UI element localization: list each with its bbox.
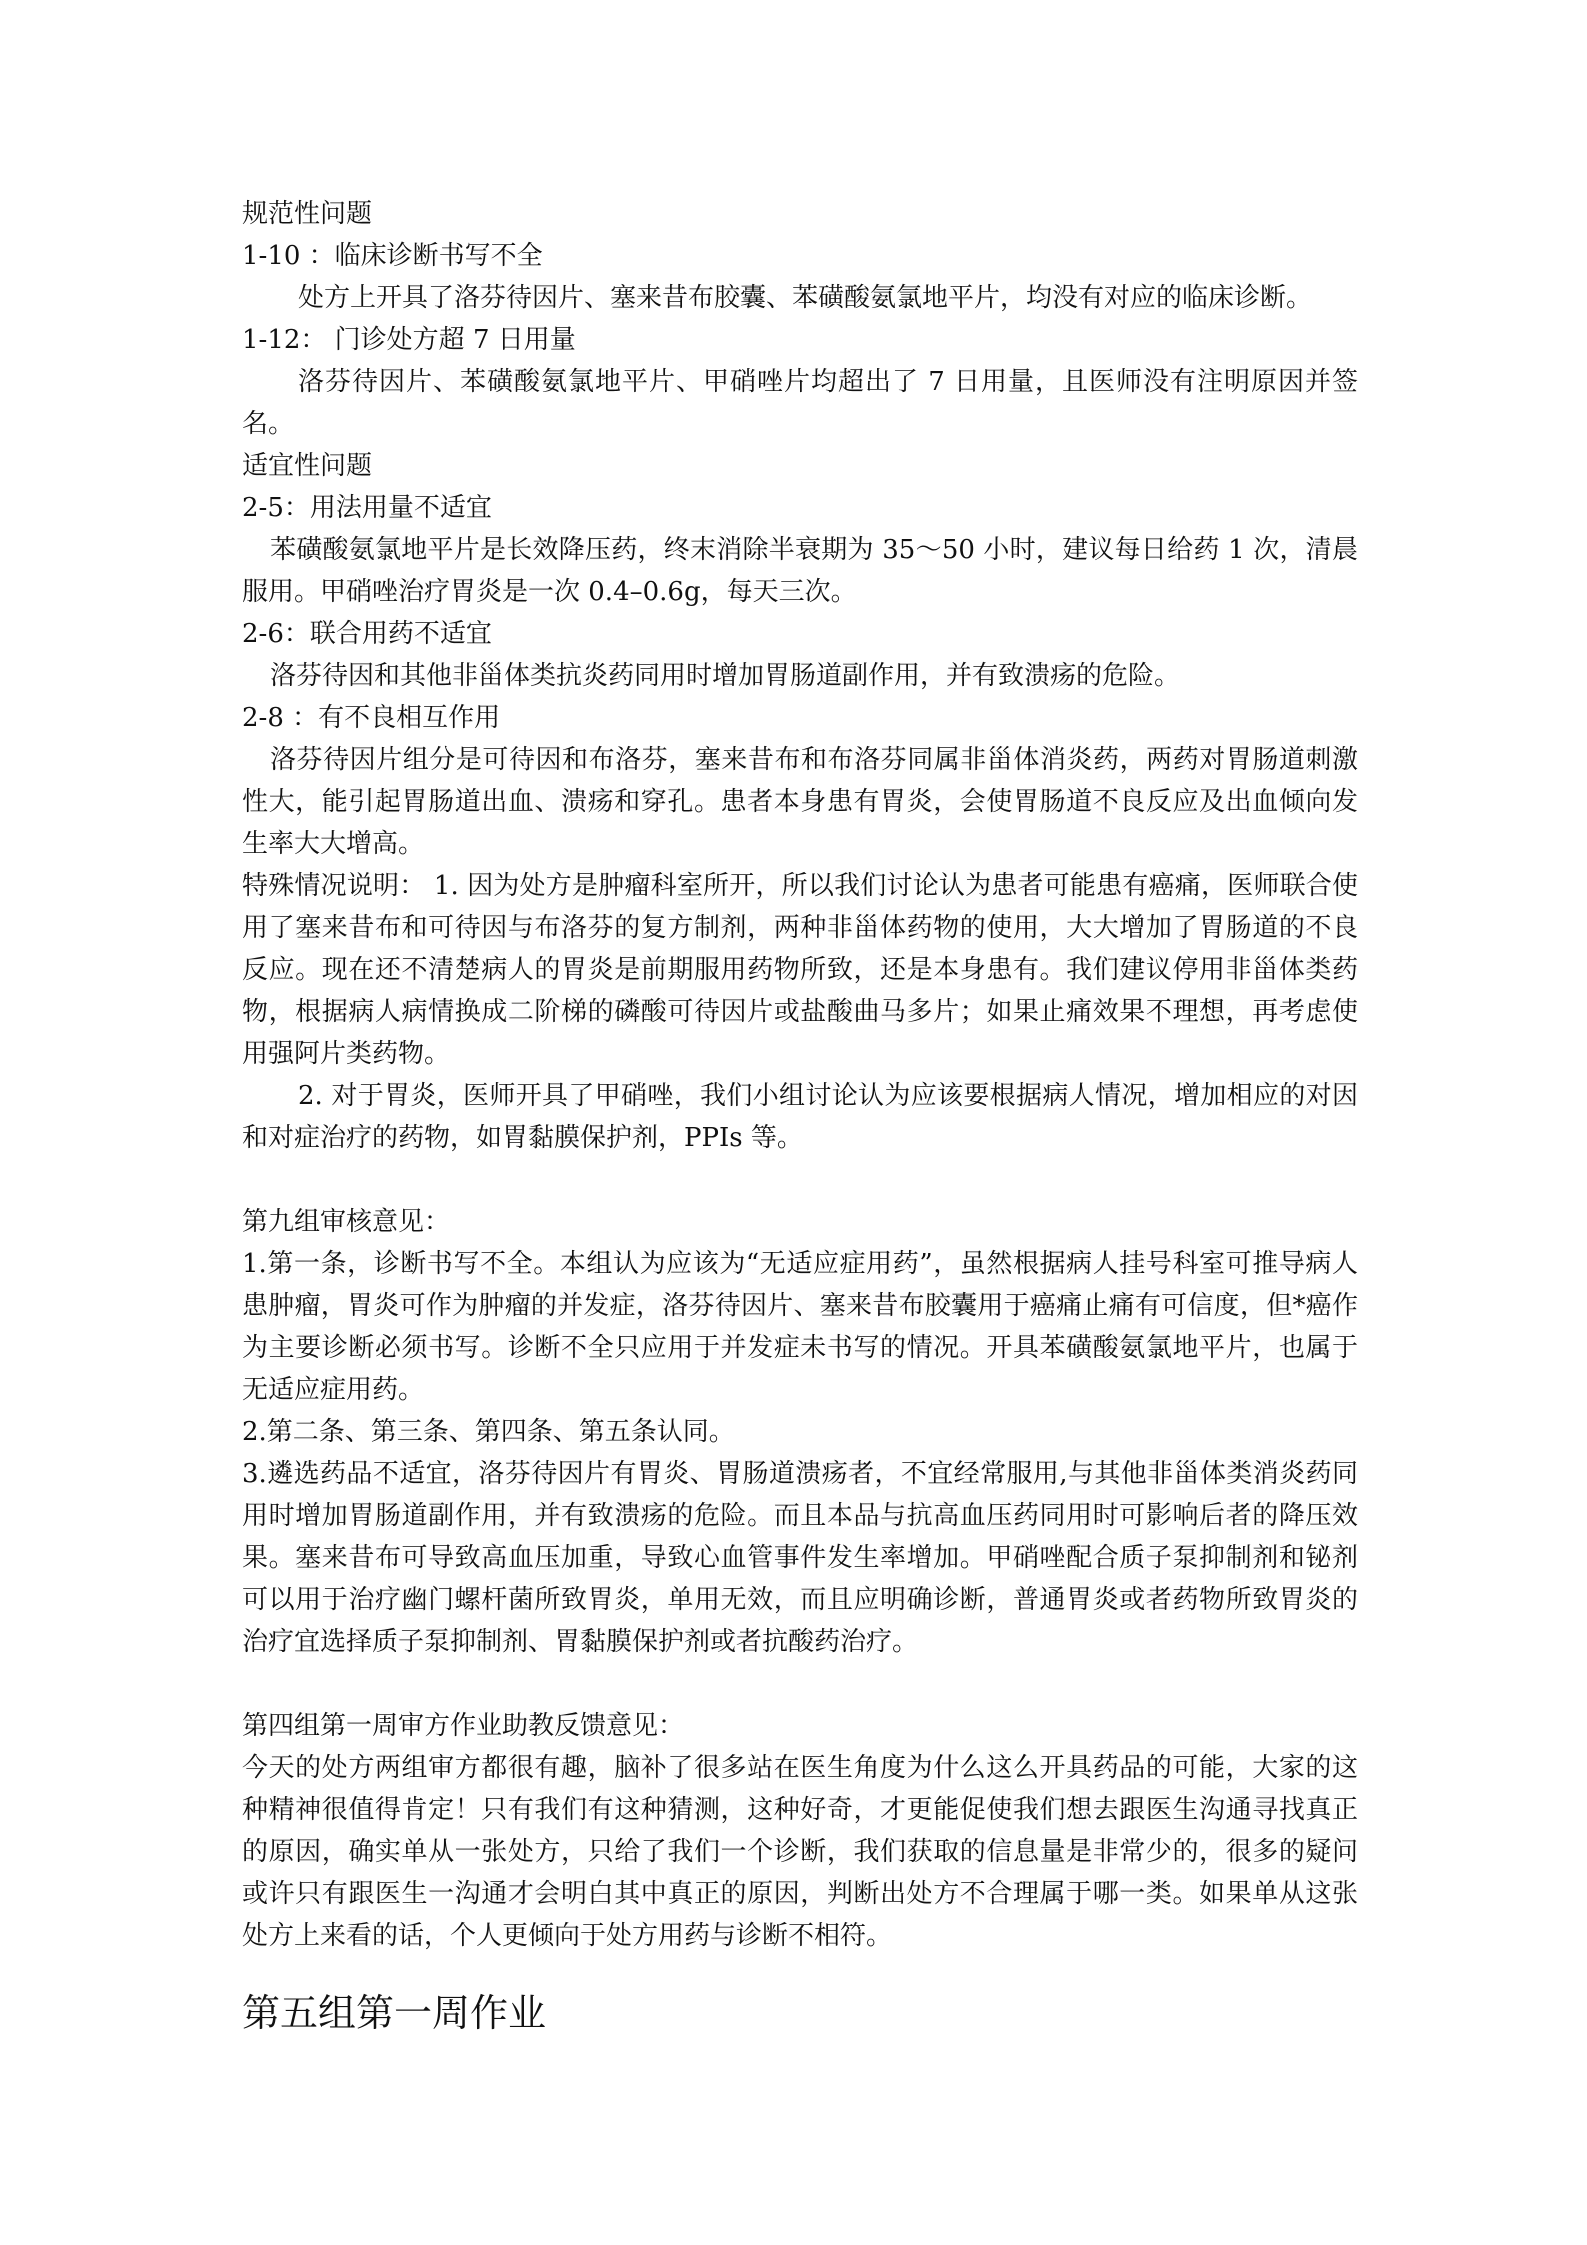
issue-heading-1-10: 1-10 ：临床诊断书写不全 bbox=[242, 241, 543, 271]
section-heading-suitability: 适宜性问题 bbox=[242, 451, 373, 481]
section-heading-standard: 规范性问题 bbox=[242, 199, 373, 229]
special-case-note-2: 2. 对于胃炎，医师开具了甲硝唑，我们小组讨论认为应该要根据病人情况，增加相应的对因和对症治疗的药物，如胃黏膜保护剂，PPIs 等。 bbox=[242, 1081, 1358, 1153]
group9-review-heading: 第九组审核意见： bbox=[242, 1207, 451, 1237]
spacer bbox=[242, 1663, 1358, 1705]
issue-text-2-5: 苯磺酸氨氯地平片是长效降压药，终末消除半衰期为 35～50 小时，建议每日给药 1 次，清晨服用。甲硝唑治疗胃炎是一次 0.4–0.6g，每天三次。 bbox=[242, 535, 1358, 607]
group9-review-item-2: 2.第二条、第三条、第四条、第五条认同。 bbox=[242, 1417, 735, 1447]
issue-heading-2-8: 2-8 ：有不良相互作用 bbox=[242, 703, 501, 733]
document-body bbox=[242, 193, 1358, 2039]
special-case-note: 特殊情况说明： 1. 因为处方是肿瘤科室所开，所以我们讨论认为患者可能患有癌痛，医师联合使用了塞来昔布和可待因与布洛芬的复方制剂，两种非甾体药物的使用，大大增加了胃肠道的不良反应。现在还不清楚病人的胃炎是前期服用药物所致，还是本身患有。我们建议停用非甾体类药物，根据病人病情换成二阶梯的磷酸可待因片或盐酸曲马多片；如果止痛效果不理想，再考虑使用强阿片类药物。 bbox=[242, 871, 1358, 1069]
group5-homework-title: 第五组第一周作业 bbox=[242, 1991, 547, 2035]
issue-text-1-10: 处方上开具了洛芬待因片、塞来昔布胶囊、苯磺酸氨氯地平片，均没有对应的临床诊断。 bbox=[298, 283, 1313, 313]
group9-review-item-1: 1.第一条，诊断书写不全。本组认为应该为“无适应症用药”，虽然根据病人挂号科室可推导病人患肿瘤，胃炎可作为肿瘤的并发症，洛芬待因片、塞来昔布胶囊用于癌痛止痛有可信度，但*癌作为主要诊断必须书写。诊断不全只应用于并发症未书写的情况。开具苯磺酸氨氯地平片，也属于无适应症用药。 bbox=[242, 1249, 1358, 1405]
issue-heading-1-12: 1-12： 门诊处方超 7 日用量 bbox=[242, 325, 576, 355]
issue-heading-2-5: 2-5：用法用量不适宜 bbox=[242, 493, 492, 523]
issue-text-2-8: 洛芬待因片组分是可待因和布洛芬，塞来昔布和布洛芬同属非甾体消炎药，两药对胃肠道刺激性大，能引起胃肠道出血、溃疡和穿孔。患者本身患有胃炎，会使胃肠道不良反应及出血倾向发生率大大增高。 bbox=[242, 745, 1358, 859]
issue-heading-2-6: 2-6：联合用药不适宜 bbox=[242, 619, 492, 649]
spacer bbox=[242, 1159, 1358, 1201]
ta-feedback-heading: 第四组第一周审方作业助教反馈意见： bbox=[242, 1711, 685, 1741]
issue-text-1-12: 洛芬待因片、苯磺酸氨氯地平片、甲硝唑片均超出了 7 日用量，且医师没有注明原因并签名。 bbox=[242, 367, 1358, 439]
issue-text-2-6: 洛芬待因和其他非甾体类抗炎药同用时增加胃肠道副作用，并有致溃疡的危险。 bbox=[270, 661, 1181, 691]
group9-review-item-3: 3.遴选药品不适宜，洛芬待因片有胃炎、胃肠道溃疡者，不宜经常服用,与其他非甾体类消炎药同用时增加胃肠道副作用，并有致溃疡的危险。而且本品与抗高血压药同用时可影响后者的降压效果。塞来昔布可导致高血压加重，导致心血管事件发生率增加。甲硝唑配合质子泵抑制剂和铋剂可以用于治疗幽门螺杆菌所致胃炎，单用无效，而且应明确诊断，普通胃炎或者药物所致胃炎的治疗宜选择质子泵抑制剂、胃黏膜保护剂或者抗酸药治疗。 bbox=[242, 1459, 1358, 1657]
ta-feedback-text: 今天的处方两组审方都很有趣，脑补了很多站在医生角度为什么这么开具药品的可能，大家的这种精神很值得肯定！只有我们有这种猜测，这种好奇，才更能促使我们想去跟医生沟通寻找真正的原因，确实单从一张处方，只给了我们一个诊断，我们获取的信息量是非常少的，很多的疑问或许只有跟医生一沟通才会明白其中真正的原因，判断出处方不合理属于哪一类。如果单从这张处方上来看的话，个人更倾向于处方用药与诊断不相符。 bbox=[242, 1753, 1358, 1951]
